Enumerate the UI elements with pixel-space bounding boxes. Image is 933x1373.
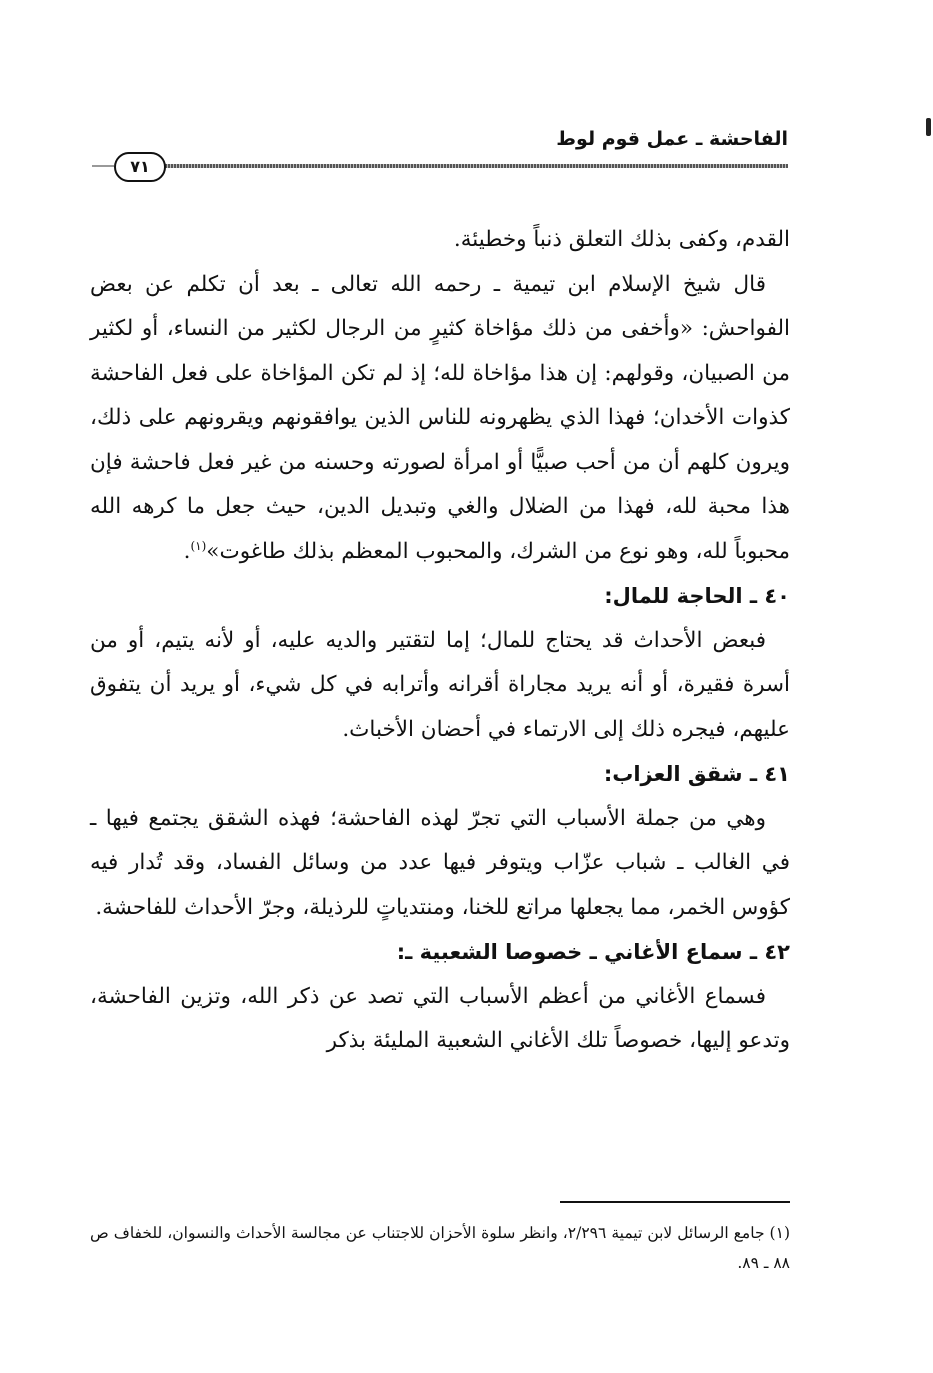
page-number: ٧١	[114, 152, 166, 182]
footnotes	[90, 1218, 790, 1278]
paragraph-4: وهي من جملة الأسباب التي تجرّ لهذه الفاحشة؛ فهذه الشقق يجتمع فيها ـ في الغالب ـ شباب عزّاب ويتوفر فيها عدد من وسائل الفساد، وقد تُدار فيه كؤوس الخمر، مما يجعلها مراتع للخنا، ومنتدياتٍ للرذيلة، وجرّ الأحداث للفاحشة.	[90, 805, 790, 920]
footnote-separator	[560, 1201, 790, 1203]
running-header-title: الفاحشة ـ عمل قوم لوط	[556, 128, 788, 150]
header-rule-left	[92, 165, 114, 167]
paragraph-1: القدم، وكفى بذلك التعلق ذنباً وخطيئة.	[453, 227, 790, 252]
heading-41: ٤١ ـ شقق العزاب:	[603, 762, 790, 786]
footnote-1: (١) جامع الرسائل لابن تيمية ٢/٢٩٦، وانظر سلوة الأحزان للاجتناب عن مجالسة الأحداث والنسوان، للخفاف ص ٨٨ ـ ٨٩.	[90, 1224, 790, 1272]
paragraph-2-end: .	[183, 538, 191, 564]
paragraph-3: فبعض الأحداث قد يحتاج للمال؛ إما لتقتير والديه عليه، أو لأنه يتيم، أو من أسرة فقيرة، أو أنه يريد مجاراة أقرانه وأترابه في كل شيء، أو يريد أن يتفوق عليهم، فيجره ذلك إلى الارتماء في أحضان الأخباث.	[90, 627, 790, 742]
paragraph-5: فسماع الأغاني من أعظم الأسباب التي تصد عن ذكر الله، وتزين الفاحشة، وتدعو إليها، خصوصاً تلك الأغاني الشعبية المليئة بذكر	[90, 983, 790, 1053]
heading-40: ٤٠ ـ الحاجة للمال:	[604, 584, 790, 608]
paragraph-2	[90, 263, 790, 575]
heading-42: ٤٢ ـ سماع الأغاني ـ خصوصا الشعبية ـ:	[396, 940, 790, 964]
footnote-ref-1[interactable]: (١)	[190, 538, 207, 553]
main-text	[90, 218, 790, 1064]
scan-edge-mark	[926, 118, 931, 136]
header-rule	[165, 164, 788, 168]
quote-text: قال شيخ الإسلام ابن تيمية ـ رحمه الله تعالى ـ بعد أن تكلم عن بعض الفواحش: «وأخفى من ذلك مؤاخاة كثيرٍ من الرجال لكثير من النساء، أو لكثير من الصبيان، وقولهم: إن هذا مؤاخاة لله؛ إذ لم تكن المؤاخاة على فعل الفاحشة كذوات الأخدان؛ فهذا الذي يظهرونه للناس الذين يوافقونهم ويقرونهم على ذلك، ويرون كلهم أن من أحب صبيًّا أو امرأة لصورته وحسنه من غير فعل فاحشة فإن هذا محبة لله، فهذا من الضلال والغي وتبديل الدين، حيث جعل ما كرهه الله محبوباً لله، وهو نوع من الشرك، والمحبوب المعظم بذلك طاغوت»	[90, 271, 790, 564]
